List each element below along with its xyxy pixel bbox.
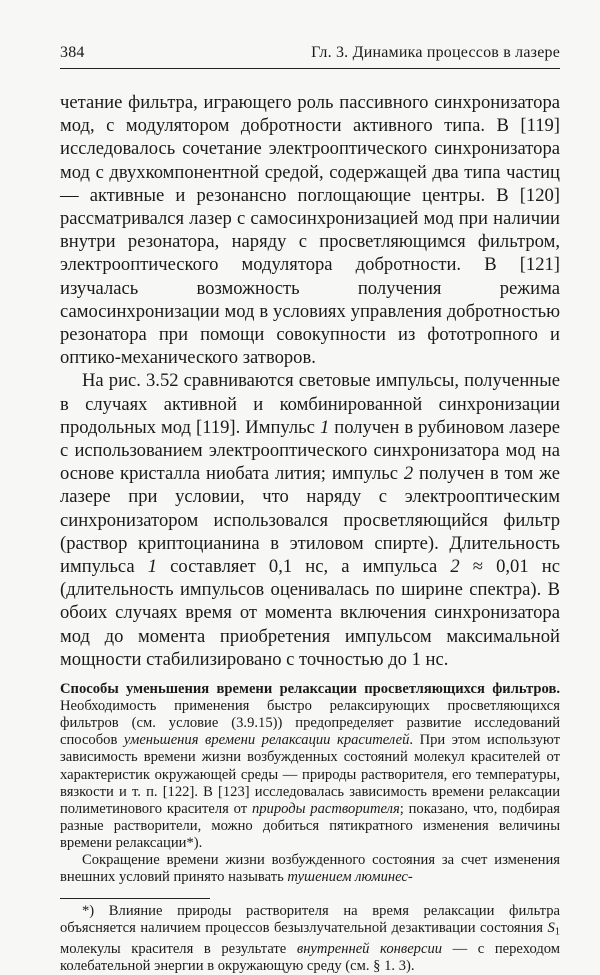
running-header — [60, 44, 560, 69]
page-number: 384 — [60, 44, 85, 61]
text-run: получен в рубиновом лазере с использованием электрооптического синхронизатора мод на основе кристалла ниобата лития; импульс — [60, 416, 561, 485]
footnote — [60, 903, 560, 975]
pulse-number: 2 — [450, 556, 460, 578]
emphasis: природы растворителя — [251, 800, 400, 817]
text-run: молекулы красителя в результате — [60, 941, 297, 958]
emphasis: внутренней конверсии — [296, 941, 443, 958]
text-run: получен в том же лазере при условии, что наряду с электрооптическим синхронизатором использовался просветляющийся фильтр (раствор криптоцианина в этиловом спирте). Длительность импульса — [60, 463, 560, 578]
paragraph-1: четание фильтра, играющего роль пассивного синхронизатора мод, с модулятором добротности активного типа. В [119] исследовалось сочетание электрооптического синхронизатора мод с двухкомпонентной средой, содержащей два типа частиц — активные и резонансно поглощающие центры. В [120] рассматривался лазер с самосинхронизацией мод при наличии внутри резонатора, наряду с просветляющимся фильтром, электрооптического модулятора добротности. В [121] изучалась возможность получения режима самосинхронизации мод в условиях управления добротностью резонатора при помощи совокупности из фототропного и оптико-механического затворов. — [60, 92, 560, 369]
pulse-number: 2 — [403, 463, 414, 485]
running-title: Гл. 3. Динамика процессов в лазере — [311, 44, 560, 61]
text-run: На рис. 3.52 сравниваются световые импульсы, полученные в случаях активной и комбинированной синхронизации продольных мод [119]. Импульс — [60, 370, 560, 438]
paragraph-2 — [60, 369, 560, 671]
pulse-number: 1 — [319, 416, 330, 438]
main-text — [60, 91, 560, 671]
text-run: Сокращение времени жизни возбужденного состояния за счет изменения внешних условий принято называть — [60, 852, 560, 886]
footnote-divider — [60, 898, 210, 899]
emphasis: уменьшения времени релаксации красителей — [123, 732, 410, 749]
small-print-section — [60, 681, 560, 886]
pulse-number: 1 — [147, 556, 158, 578]
section-heading: Способы уменьшения времени релаксации просветляющихся фильтров. — [60, 681, 560, 698]
text-run: *) Влияние природы растворителя на время релаксации фильтра объясняется наличием процессов безызлучательной дезактивации состояния — [60, 903, 560, 937]
text-run: — с переходом колебательной энергии в окружающую среду (см. § 1. 3). — [60, 941, 560, 975]
paragraph-3 — [60, 681, 560, 852]
book-page — [60, 44, 560, 975]
paragraph-4 — [60, 852, 560, 886]
text-run: Необходимость применения быстро релаксирующих просветляющихся фильтров (см. условие (3.9.15)) предопределяет развитие исследований способов — [60, 698, 560, 749]
state-symbol: S — [547, 920, 555, 937]
emphasis: тушением люминес- — [287, 869, 413, 886]
text-run: составляет 0,1 нс, а импульса — [157, 556, 451, 578]
state-subscript: 1 — [554, 926, 560, 938]
text-run: ; показано, что, подбирая разные растворители, можно добиться пятикратного изменения величины времени релаксации*). — [60, 800, 560, 851]
text-run: . При этом используют зависимость времени жизни возбужденных состояний молекул красителей от характеристик окружающей среды — природы растворителя, его температуры, вязкости и т. п. [122]. В [123] исследовалась зависимость времени релаксации полиметинового красителя от — [60, 732, 560, 817]
footnote-text — [60, 903, 560, 975]
text-run: ≈ 0,01 нс (длительность импульсов оценивалась по ширине спектра). В обоих случаях время от момента включения синхронизатора мод до момента приобретения импульсом максимальной мощности стабилизировано с точностью до 1 нс. — [60, 556, 560, 670]
